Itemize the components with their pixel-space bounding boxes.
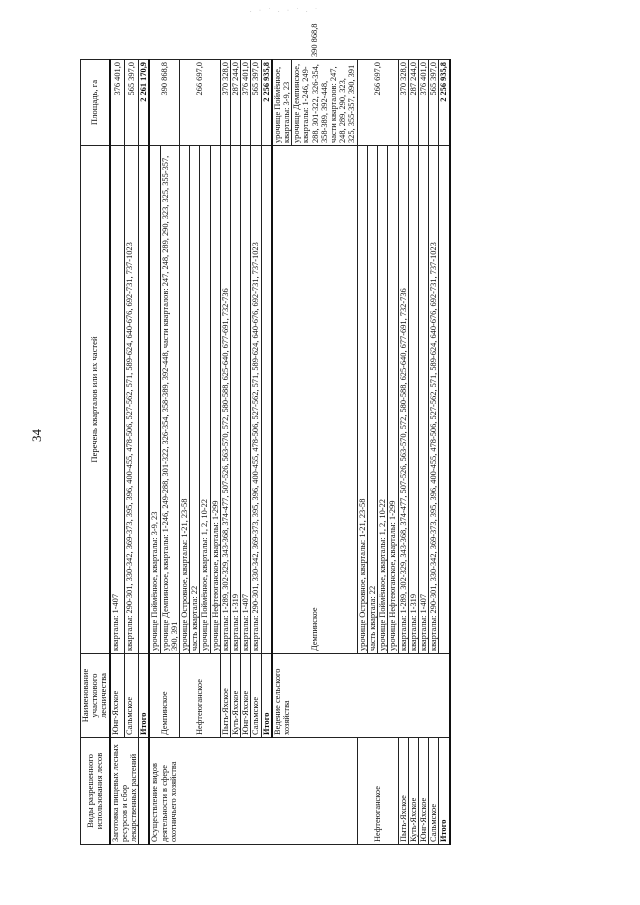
- quarters-cell: кварталы: 1-289, 302-329, 343-368, 374-477, 507-526, 563-570, 572, 580-588, 625-640, 677-691, 732-736: [220, 146, 230, 654]
- quarters-cell: кварталы: 1-319: [408, 146, 418, 654]
- use-type-cell: Заготовка пищевых лесных ресурсов и сбор лекарственных растений: [110, 738, 139, 845]
- area-cell: 376 401,0: [110, 60, 125, 146]
- forestry-cell: Нефтеюганское: [180, 654, 221, 738]
- forestry-cell: Юнг-Яхское: [418, 738, 428, 845]
- total-area: 2 261 170,9: [139, 60, 150, 146]
- use-type-cell: Осуществление видов деятельности в сфере охотничьего хозяйства: [149, 738, 357, 845]
- table-row: [180, 60, 190, 845]
- quarters-cell: урочище Демпинское, кварталы: 1-246, 249-288, 301-322, 326-354, 358-389, 392-448, части кварталов: 247, 248, 289, 290, 323, 325, 355-357, 390, 391: [160, 146, 179, 654]
- use-type-cell: Ведение сельского хозяйства: [272, 654, 450, 738]
- area-cell: 565 397,0: [429, 60, 439, 146]
- empty-cell: [139, 738, 150, 845]
- header-area: Площадь, га: [81, 60, 110, 146]
- table-row: [149, 60, 160, 845]
- table-row: [125, 60, 139, 845]
- quarters-cell: часть квартала: 22: [367, 146, 377, 654]
- forestry-cell: Юнг-Яхское: [110, 654, 125, 738]
- forestry-cell: Пыть-Яхское: [398, 738, 408, 845]
- total-area: 2 256 935,8: [261, 60, 272, 146]
- area-cell: 390 868,8: [149, 60, 179, 146]
- area-cell: 565 397,0: [251, 60, 261, 146]
- empty-cell: [261, 146, 272, 654]
- scan-specks: . · ˙ . · ˙ . ˙: [250, 8, 320, 14]
- quarters-cell: урочище Островное, кварталы: 1-21, 23-58: [180, 146, 190, 654]
- quarters-cell: урочище Демпинское, кварталы: 1-246, 249-288, 301-322, 326-354, 358-389, 392-448, части кварталов: 247, 248, 289, 290, 323, 325, 355-357, 390, 391: [292, 60, 357, 146]
- area-cell: 266 697,0: [180, 60, 221, 146]
- total-label: Итого: [439, 738, 450, 845]
- forestry-cell: Куть-Яхское: [231, 654, 241, 738]
- forestry-cell: Сальмское: [429, 738, 439, 845]
- table-row: [241, 60, 251, 845]
- rotated-table-container: [80, 23, 580, 845]
- quarters-cell: кварталы: 1-319: [231, 146, 241, 654]
- quarters-cell: кварталы: 1-289, 302-329, 343-368, 374-477, 507-526, 563-570, 572, 580-588, 625-640, 677-691, 732-736: [398, 146, 408, 654]
- quarters-cell: урочище Поймённое, кварталы: 1, 2, 10-22: [200, 146, 210, 654]
- quarters-cell: урочище Островное, кварталы: 1-21, 23-58: [357, 146, 367, 654]
- quarters-cell: кварталы: 290-301, 330-342, 369-373, 395, 396, 400-455, 478-506, 527-562, 571, 589-624, 640-676, 692-731, 737-1023: [429, 146, 439, 654]
- quarters-cell: кварталы: 1-407: [241, 146, 251, 654]
- forestry-cell: Демпинское: [272, 146, 357, 654]
- table-row: [110, 60, 125, 845]
- empty-cell: [439, 146, 450, 654]
- quarters-cell: кварталы: 1-407: [110, 146, 125, 654]
- header-quarters: Перечень кварталов или их частей: [81, 146, 110, 654]
- total-row: [261, 60, 272, 845]
- forestry-cell: Сальмское: [125, 654, 139, 738]
- table-header-row: [81, 60, 110, 845]
- quarters-cell: кварталы: 290-301, 330-342, 369-373, 395, 396, 400-455, 478-506, 527-562, 571, 589-624, 640-676, 692-731, 737-1023: [125, 146, 139, 654]
- header-use-type: Виды разрешенного использования лесов: [81, 738, 110, 845]
- forestry-cell: Куть-Яхское: [408, 738, 418, 845]
- quarters-cell: урочище Поймённое, кварталы: 1, 2, 10-22: [378, 146, 388, 654]
- area-cell: 370 328,0: [398, 60, 408, 146]
- total-label: Итого: [139, 654, 150, 738]
- table-row: [220, 60, 230, 845]
- area-cell: 376 401,0: [418, 60, 428, 146]
- quarters-cell: кварталы: 290-301, 330-342, 369-373, 395, 396, 400-455, 478-506, 527-562, 571, 589-624, 640-676, 692-731, 737-1023: [251, 146, 261, 654]
- area-cell: 370 328,0: [220, 60, 230, 146]
- quarters-cell: кварталы: 1-407: [418, 146, 428, 654]
- empty-cell: [139, 146, 150, 654]
- forestry-cell: Сальмское: [251, 654, 261, 738]
- area-cell: 376 401,0: [241, 60, 251, 146]
- forestry-cell: Юнг-Яхское: [241, 654, 251, 738]
- quarters-cell: урочище Поймённое, кварталы: 3-9, 23: [272, 60, 292, 146]
- quarters-cell: урочище Нефтеюганское, кварталы: 1-299: [210, 146, 220, 654]
- header-forestry: Наименование участкового лесничества: [81, 654, 110, 738]
- area-cell: 287 244,0: [231, 60, 241, 146]
- total-label: Итого: [261, 654, 272, 738]
- forestry-cell: Пыть-Яхское: [220, 654, 230, 738]
- table-row: [231, 60, 241, 845]
- area-cell: 565 397,0: [125, 60, 139, 146]
- total-area: 2 256 935,8: [439, 60, 450, 146]
- quarters-cell: часть квартала: 22: [190, 146, 200, 654]
- page-number: 34: [29, 429, 44, 442]
- forestry-cell: Нефтеюганское: [357, 738, 398, 845]
- table-row: Ведение сельского хозяйства Демпинское урочище Поймённое, кварталы: 3-9, 23 390 868,8: [272, 60, 292, 845]
- forestry-cell: Демпинское: [149, 654, 179, 738]
- area-cell: 287 244,0: [408, 60, 418, 146]
- quarters-cell: урочище Поймённое, кварталы: 3-9, 23: [149, 146, 160, 654]
- area-cell: 266 697,0: [357, 60, 398, 146]
- forest-use-table: [80, 23, 451, 845]
- quarters-cell: урочище Нефтеюганское, кварталы: 1-299: [388, 146, 398, 654]
- total-row: [139, 60, 150, 845]
- table-row: [251, 60, 261, 845]
